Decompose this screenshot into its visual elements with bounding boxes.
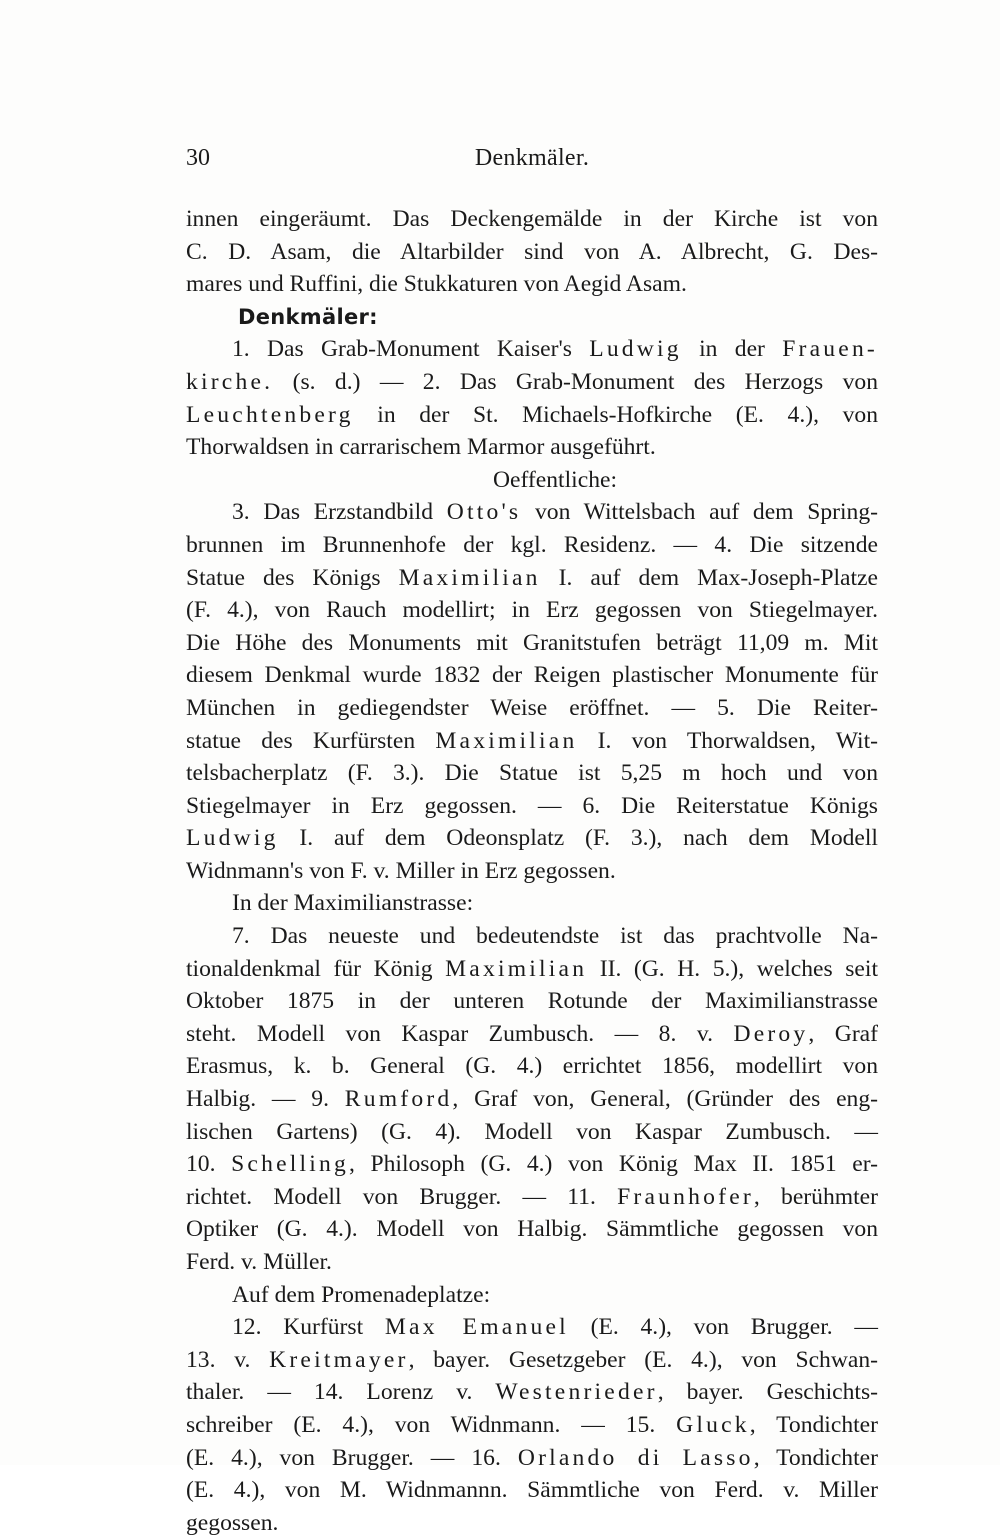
text-line	[186, 1148, 878, 1181]
text-span: , Tondichter	[749, 1411, 878, 1438]
text-line: brunnen im Brunnenhofe der kgl. Residenz. — 4. Die sitzende	[186, 531, 878, 558]
running-title: Denkmäler.	[474, 145, 590, 171]
text-span: schreiber (E. 4.), von Widnmann. — 15.	[186, 1411, 677, 1438]
section-heading: In der Maximilianstrasse:	[232, 890, 474, 917]
text-line: München in gediegendster Weise eröffnet. — 5. Die Reiter-	[186, 694, 878, 721]
text-line	[186, 1344, 878, 1377]
text-span: , bayer. Gesetzgeber (E. 4.), von Schwan-	[408, 1346, 878, 1373]
text-line: Stiegelmayer in Erz gegossen. — 6. Die Reiterstatue Königs	[186, 792, 878, 819]
text-line: Oktober 1875 in der unteren Rotunde der Maximilianstrasse	[186, 988, 878, 1015]
text-line: C. D. Asam, die Altarbilder sind von A. Albrecht, G. Des-	[186, 238, 878, 265]
spaced-name: Leuchtenberg	[186, 401, 354, 428]
spaced-name: Kreitmayer	[269, 1346, 409, 1373]
text-line: lischen Gartens) (G. 4). Modell von Kaspar Zumbusch. —	[186, 1118, 878, 1145]
text-span: II. (G. H. 5.), welches seit	[587, 955, 879, 982]
text-line	[186, 496, 878, 529]
text-span: von Wittelsbach auf dem Spring-	[521, 499, 878, 526]
text-line: (E. 4.), von M. Widnmannn. Sämmtliche von Ferd. v. Miller	[186, 1477, 878, 1504]
text-line	[186, 1083, 878, 1116]
spaced-name: Ludwig	[589, 336, 682, 363]
text-span: I. von Thorwaldsen, Wit-	[577, 727, 878, 754]
text-span: (s. d.) — 2. Das Grab-Monument des Herzogs von	[273, 368, 878, 395]
text-line: 7. Das neueste und bedeutendste ist das prachtvolle Na-	[232, 923, 878, 950]
text-span: I. auf dem Max-Joseph-Platze	[540, 564, 878, 591]
text-line: Die Höhe des Monuments mit Granitstufen beträgt 11,09 m. Mit	[186, 629, 878, 656]
page-body	[186, 203, 878, 1539]
text-line	[186, 1018, 878, 1051]
text-line: Erasmus, k. b. General (G. 4.) errichtet 1856, modellirt von	[186, 1053, 878, 1080]
page-number: 30	[186, 145, 210, 171]
page-header	[186, 145, 878, 177]
text-span: , Graf von, General, (Gründer des eng-	[452, 1086, 878, 1113]
text-span: richtet. Modell von Brugger. — 11.	[186, 1183, 618, 1210]
text-line	[186, 1181, 878, 1214]
text-span: steht. Modell von Kaspar Zumbusch. — 8. v.	[186, 1020, 734, 1047]
text-line	[186, 399, 878, 432]
text-line: innen eingeräumt. Das Deckengemälde in der Kirche ist von	[186, 206, 878, 232]
text-span: tionaldenkmal für König	[186, 955, 446, 982]
spaced-name: Otto's	[446, 499, 522, 526]
text-span: 10.	[186, 1151, 232, 1178]
text-span: in der	[681, 336, 783, 363]
text-span: , Tondichter	[753, 1444, 878, 1471]
text-span: thaler. — 14. Lorenz v.	[186, 1379, 496, 1406]
text-line: diesem Denkmal wurde 1832 der Reigen plastischer Monumente für	[186, 662, 878, 689]
spaced-name: kirche.	[186, 368, 274, 395]
text-span: I. auf dem Odeonsplatz (F. 3.), nach dem Modell	[278, 825, 878, 852]
text-span: 12. Kurfürst	[232, 1314, 385, 1341]
text-line	[186, 333, 878, 366]
spaced-name: Maximilian	[435, 727, 578, 754]
spaced-name: Westenrieder	[495, 1379, 658, 1406]
text-line	[186, 1409, 878, 1442]
text-span: statue des Kurfürsten	[186, 727, 436, 754]
text-line: mares und Ruffini, die Stukkaturen von Aegid Asam.	[186, 271, 687, 298]
text-line	[186, 953, 878, 986]
text-span: Halbig. — 9.	[186, 1086, 345, 1113]
text-span: , Graf	[808, 1020, 879, 1047]
text-span: , Philosoph (G. 4.) von König Max II. 1851 er-	[349, 1151, 878, 1178]
text-span: , bayer. Geschichts-	[657, 1379, 878, 1406]
text-span: 1. Das Grab-Monument Kaiser's	[232, 336, 590, 363]
text-line	[186, 1442, 878, 1475]
text-line: gegossen.	[186, 1509, 279, 1536]
text-span: (E. 4.), von Brugger. —	[568, 1314, 879, 1341]
text-line: (F. 4.), von Rauch modellirt; in Erz gegossen von Stiegelmayer.	[186, 597, 878, 624]
spaced-name: Maximilian	[445, 955, 588, 982]
text-span: in der St. Michaels-Hofkirche (E. 4.), von	[353, 401, 878, 428]
text-span: 13. v.	[186, 1346, 270, 1373]
spaced-name: Frauen-	[782, 336, 878, 363]
text-line: Ferd. v. Müller.	[186, 1249, 332, 1275]
text-span: , berühmter	[753, 1183, 878, 1210]
section-heading: Denkmäler:	[238, 304, 378, 329]
spaced-name: Schelling	[231, 1151, 349, 1178]
text-line: Optiker (G. 4.). Modell von Halbig. Sämmtliche gegossen von	[186, 1216, 878, 1243]
spaced-name: Gluck	[676, 1411, 750, 1438]
text-span: (E. 4.), von Brugger. — 16.	[186, 1444, 518, 1471]
section-heading: Oeffentliche:	[492, 466, 618, 493]
text-span: 3. Das Erzstandbild	[232, 499, 447, 526]
spaced-name: Ludwig	[186, 825, 279, 852]
text-line	[186, 1376, 878, 1409]
spaced-name: Orlando di Lasso	[517, 1444, 754, 1471]
spaced-name: Deroy	[733, 1020, 809, 1047]
spaced-name: Fraunhofer	[617, 1183, 754, 1210]
section-heading: Auf dem Promenadeplatze:	[232, 1281, 491, 1308]
spaced-name: Rumford	[344, 1086, 453, 1113]
spaced-name: Max Emanuel	[384, 1314, 569, 1341]
text-line: Thorwaldsen in carrarischem Marmor ausgeführt.	[186, 434, 656, 461]
text-line: telsbacherplatz (F. 3.). Die Statue ist 5,25 m hoch und von	[186, 760, 878, 787]
text-line	[186, 725, 878, 758]
text-span: Statue des Königs	[186, 564, 399, 591]
spaced-name: Maximilian	[398, 564, 541, 591]
text-line	[186, 822, 878, 855]
text-line	[186, 1311, 878, 1344]
text-line: Widnmann's von F. v. Miller in Erz gegossen.	[186, 857, 616, 884]
text-line	[186, 562, 878, 595]
text-line	[186, 366, 878, 399]
